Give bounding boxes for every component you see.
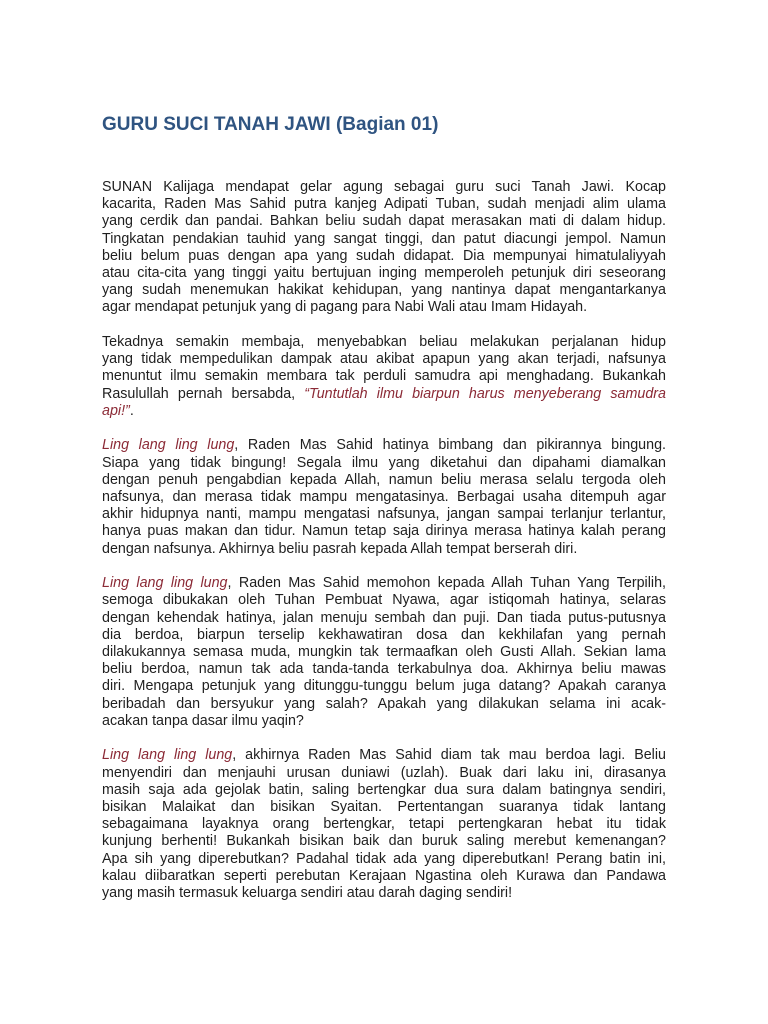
text-segment: menyendiri dan menjauhi urusan duniawi (uzlah). Buak dari laku ini, dirasanya [102, 764, 666, 781]
paragraph [102, 575, 666, 730]
paragraph [102, 334, 666, 420]
text-line [102, 575, 666, 592]
text-segment: kalau diibaratkan seperti perebutan Kerajaan Ngastina oleh Kurawa dan Pandawa [102, 867, 666, 884]
text-segment: atau cita-cita yang tinggi yaitu bertujuan inging memperoleh petunjuk diri seseorang [102, 264, 666, 281]
text-line [102, 833, 666, 850]
text-line [102, 678, 666, 695]
text-segment: yang cerdik dan pandai. Bahkan beliu sudah dapat merasakan mati di dalam hidup. [102, 213, 666, 230]
text-line [102, 851, 666, 868]
text-line [102, 334, 666, 351]
text-line [102, 713, 666, 730]
text-line [102, 799, 666, 816]
text-line [102, 627, 666, 644]
text-segment: SUNAN Kalijaga mendapat gelar agung sebagai guru suci Tanah Jawi. Kocap [102, 179, 666, 195]
text-segment: beliu belum puas dengan apa yang sudah didapat. Dia mempunyai himatulaliyyah [102, 247, 666, 264]
text-line [102, 868, 666, 885]
text-segment: dia berdoa, biarpun terselip kekhawatiran dosa dan kekhilafan yang pernah [102, 626, 666, 643]
text-line [102, 437, 666, 454]
text-line [102, 661, 666, 678]
text-line [102, 592, 666, 609]
text-line [102, 489, 666, 506]
text-line [102, 248, 666, 265]
text-line [102, 231, 666, 248]
text-segment: beribadah dan bersyukur yang salah? Apakah yang dilakukan selama ini acak- [102, 695, 666, 712]
document-body [102, 179, 666, 902]
text-line [102, 747, 666, 764]
emphasized-text: Ling lang ling lung [102, 575, 228, 592]
text-segment: diri. Mengapa petunjuk yang ditunggu-tunggu belum juga datang? Apakah caranya [102, 678, 666, 695]
text-line [102, 506, 666, 523]
text-segment: menuntut ilmu semakin membara tak perduli samudra api menghadang. Bukankah [102, 368, 666, 385]
text-segment: masih saja ada gejolak batin, saling bertengkar dua sura dalam batingnya sendiri, [102, 781, 666, 798]
emphasized-text: “Tuntutlah ilmu biarpun harus menyeberang samudra [304, 385, 666, 402]
text-line [102, 885, 666, 902]
text-segment: , Raden Mas Sahid hatinya bimbang dan pikirannya bingung. [234, 437, 666, 454]
emphasized-text: Ling lang ling lung [102, 437, 235, 454]
text-line [102, 523, 666, 540]
text-segment: kunjung berhenti! Bukankah bisikan baik dan buruk saling merebut kemenangan? [102, 833, 666, 850]
text-segment: semoga dibukakan oleh Tuhan Pembuat Nyawa, agar istiqomah hatinya, selaras [102, 592, 666, 609]
text-segment: yang sudah menemukan hakikat kehidupan, yang nantinya dapat mengantarkanya [102, 282, 666, 299]
text-segment: , Raden Mas Sahid memohon kepada Allah Tuhan Yang Terpilih, [227, 575, 666, 592]
text-segment: Rasulullah pernah bersabda, [102, 385, 305, 402]
paragraph [102, 747, 666, 902]
text-segment: dengan nafsunya. Akhirnya beliu pasrah kepada Allah tempat berserah diri. [102, 540, 578, 557]
text-segment: hanya puas makan dan tidur. Namun tetap saja dirinya merasa hatinya kalah perang [102, 523, 666, 540]
text-segment: beliu berdoa, namun tak ada tanda-tanda terkabulnya doa. Akhirnya beliu mawas [102, 661, 666, 678]
text-line [102, 282, 666, 299]
text-segment: agar mendapat petunjuk yang di pagang para Nabi Wali atau Imam Hidayah. [102, 299, 588, 316]
text-line [102, 765, 666, 782]
text-segment: Siapa yang tidak bingung! Segala ilmu yang diketahui dan dipahami diamalkan [102, 454, 666, 471]
text-line [102, 644, 666, 661]
text-segment: nafsunya, dan merasa tidak mampu mengatasinya. Berbagai usaha ditempuh agar [102, 489, 666, 505]
text-line [102, 179, 666, 196]
text-segment: akhir hidupnya nanti, mampu mengatasi nafsunya, jangan sampai terlanjur terlantur, [102, 506, 666, 523]
text-line [102, 386, 666, 403]
text-line [102, 265, 666, 282]
document-page [102, 113, 666, 920]
text-segment: Tekadnya semakin membaja, menyebabkan beliau melakukan perjalanan hidup [102, 334, 666, 350]
text-line [102, 610, 666, 627]
text-segment: bisikan Malaikat dan bisikan Syaitan. Pertentangan suaranya tidak lantang [102, 799, 666, 815]
paragraph [102, 437, 666, 557]
text-segment: yang masih termasuk keluarga sendiri atau darah daging sendiri! [102, 884, 513, 901]
text-line [102, 816, 666, 833]
text-segment: yang tidak mempedulikan dampak atau akibat apapun yang akan terjadi, nafsunya [102, 351, 666, 368]
text-segment: sebagaimana layaknya orang bertengkar, tetapi pertengkaran hebat itu tidak [102, 816, 666, 833]
text-line [102, 351, 666, 368]
text-segment: dengan kehendak hatinya, jalan menuju sembah dan puji. Dan tiada putus-putusnya [102, 609, 666, 626]
text-line [102, 299, 666, 316]
text-line [102, 196, 666, 213]
text-segment: . [129, 402, 134, 419]
text-segment: dilakukannya semasa muda, mungkin tak termaafkan oleh Gusti Allah. Sekian lama [102, 644, 666, 660]
text-segment: dengan penuh pengabdian kepada Allah, namun beliu merasa selalu tergoda oleh [102, 471, 666, 488]
paragraph [102, 179, 666, 317]
document-title: GURU SUCI TANAH JAWI (Bagian 01) [102, 114, 439, 135]
text-line [102, 472, 666, 489]
text-segment: kacarita, Raden Mas Sahid putra kanjeg Adipati Tuban, sudah menjadi alim ulama [102, 196, 666, 213]
text-line [102, 455, 666, 472]
text-line [102, 368, 666, 385]
text-segment: Apa sih yang diperebutkan? Padahal tidak ada yang diperebutkan! Perang batin ini, [102, 850, 666, 867]
emphasized-text: Ling lang ling lung [102, 747, 233, 764]
text-segment: , akhirnya Raden Mas Sahid diam tak mau berdoa lagi. Beliu [232, 747, 666, 764]
text-line [102, 541, 666, 558]
text-segment: acakan tanpa dasar ilmu yaqin? [102, 712, 304, 729]
text-line [102, 782, 666, 799]
text-line [102, 696, 666, 713]
text-segment: Tingkatan pendakian tauhid yang sangat tinggi, dan patut diacungi jempol. Namun [102, 230, 666, 247]
emphasized-text: api!” [102, 402, 130, 419]
text-line [102, 213, 666, 230]
text-line [102, 403, 666, 420]
